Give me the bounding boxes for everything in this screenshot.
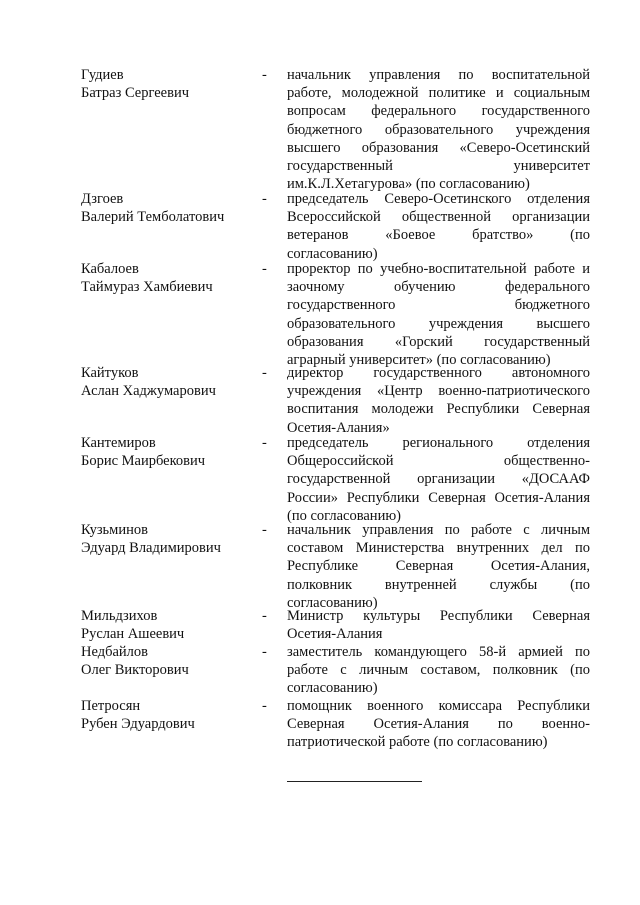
- member-role: [287, 521, 590, 612]
- separator-dash: -: [262, 698, 267, 714]
- role-line: государственный университет: [287, 158, 590, 175]
- role-line: России» Республики Северная Осетия-Алания: [287, 489, 590, 506]
- member-last-name: Кайтуков: [81, 365, 139, 381]
- member-role: [287, 434, 590, 525]
- separator-dash: -: [262, 365, 267, 381]
- role-line: Северная Осетия-Алания по военно-: [287, 716, 590, 733]
- member-role: [287, 260, 590, 369]
- role-line: председатель Северо-Осетинского отделения: [287, 191, 590, 207]
- role-line: полковник внутренней службы (по: [287, 576, 590, 593]
- member-role: [287, 607, 590, 643]
- member-last-name: Мильдзихов: [81, 608, 158, 624]
- member-first-names: Эдуард Владимирович: [81, 540, 221, 557]
- member-name: [81, 190, 251, 226]
- member-name: [81, 697, 251, 733]
- member-first-names: Борис Маирбекович: [81, 453, 206, 470]
- member-name: [81, 521, 251, 557]
- role-line: начальник управления по воспитательной: [287, 67, 590, 83]
- role-line: согласованию): [287, 680, 378, 697]
- separator-dash: -: [262, 522, 267, 538]
- role-line: начальник управления по работе с личным: [287, 522, 590, 538]
- member-name: [81, 434, 251, 470]
- member-role: [287, 364, 590, 437]
- member-first-names: Таймураз Хамбиевич: [81, 279, 213, 296]
- separator-dash: -: [262, 67, 267, 83]
- member-last-name: Недбайлов: [81, 644, 148, 660]
- role-line: Республике Северная Осетия-Алания,: [287, 558, 590, 575]
- member-name: [81, 643, 251, 679]
- member-name: [81, 66, 251, 102]
- role-line: Осетия-Алания: [287, 626, 383, 643]
- separator-dash: -: [262, 608, 267, 624]
- role-line: патриотической работе (по согласованию): [287, 734, 548, 751]
- member-first-names: Аслан Хаджумарович: [81, 383, 216, 400]
- role-line: вопросам федерального государственного: [287, 103, 590, 120]
- role-line: помощник военного комиссара Республики: [287, 698, 590, 714]
- role-line: образовательного учреждения высшего: [287, 315, 590, 332]
- role-line: бюджетного образовательного учреждения: [287, 121, 590, 138]
- role-line: проректор по учебно-воспитательной работе и: [287, 261, 590, 277]
- role-line: государственной организации «ДОСААФ: [287, 471, 590, 488]
- member-last-name: Кантемиров: [81, 435, 156, 451]
- role-line: им.К.Л.Хетагурова» (по согласованию): [287, 176, 530, 193]
- role-line: образования «Горский государственный: [287, 333, 590, 350]
- closing-rule: [287, 781, 422, 782]
- role-line: государственного бюджетного: [287, 297, 590, 314]
- role-line: Общероссийской общественно-: [287, 453, 590, 470]
- member-first-names: Руслан Ашеевич: [81, 626, 185, 643]
- member-last-name: Дзгоев: [81, 191, 124, 207]
- separator-dash: -: [262, 191, 267, 207]
- separator-dash: -: [262, 435, 267, 451]
- role-line: согласованию): [287, 245, 378, 262]
- member-first-names: Олег Викторович: [81, 662, 189, 679]
- role-line: председатель регионального отделения: [287, 435, 590, 451]
- member-name: [81, 364, 251, 400]
- member-role: [287, 643, 590, 698]
- member-role: [287, 697, 590, 752]
- role-line: (по согласованию): [287, 507, 401, 524]
- role-line: работе с личным составом, полковник (по: [287, 662, 590, 679]
- role-line: высшего образования «Северо-Осетинский: [287, 139, 590, 156]
- role-line: воспитания молодежи Республики Северная: [287, 401, 590, 418]
- role-line: заочному обучению федерального: [287, 279, 590, 296]
- separator-dash: -: [262, 261, 267, 277]
- role-line: ветеранов «Боевое братство» (по: [287, 227, 590, 244]
- role-line: аграрный университет» (по согласованию): [287, 352, 551, 369]
- role-line: Осетия-Алания»: [287, 419, 390, 436]
- role-line: составом Министерства внутренних дел по: [287, 540, 590, 557]
- role-line: заместитель командующего 58-й армией по: [287, 644, 590, 660]
- separator-dash: -: [262, 644, 267, 660]
- member-name: [81, 607, 251, 643]
- member-role: [287, 190, 590, 263]
- member-last-name: Петросян: [81, 698, 141, 714]
- role-line: согласованию): [287, 594, 378, 611]
- member-last-name: Кабалоев: [81, 261, 139, 277]
- role-line: работе, молодежной политике и социальным: [287, 85, 590, 102]
- role-line: Министр культуры Республики Северная: [287, 608, 590, 624]
- member-first-names: Валерий Темболатович: [81, 209, 225, 226]
- member-name: [81, 260, 251, 296]
- member-first-names: Батраз Сергеевич: [81, 85, 189, 102]
- member-last-name: Кузьминов: [81, 522, 148, 538]
- role-line: учреждения «Центр военно-патриотического: [287, 383, 590, 400]
- role-line: Всероссийской общественной организации: [287, 209, 590, 226]
- member-first-names: Рубен Эдуардович: [81, 716, 195, 733]
- member-role: [287, 66, 590, 193]
- role-line: директор государственного автономного: [287, 365, 590, 381]
- member-last-name: Гудиев: [81, 67, 124, 83]
